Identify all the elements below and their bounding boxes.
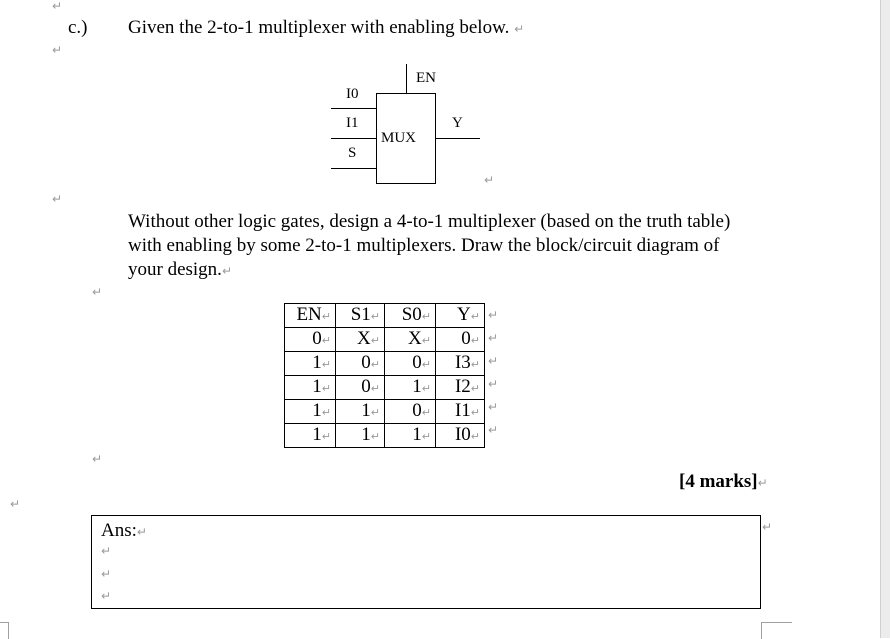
instruction-line: Without other logic gates, design a 4-to-1 multiplexer (based on the truth table) bbox=[128, 211, 731, 232]
table-cell: 0↵ bbox=[385, 400, 436, 424]
paragraph-mark-icon: ↵ bbox=[514, 22, 525, 36]
paragraph-mark-icon: ↵ bbox=[92, 285, 103, 299]
paragraph-mark-icon: ↵ bbox=[10, 497, 21, 511]
table-header-cell: Y↵ bbox=[436, 304, 485, 328]
mux-diagram bbox=[330, 62, 490, 188]
paragraph-mark-icon: ↵ bbox=[52, 192, 63, 206]
table-cell: X↵ bbox=[385, 328, 436, 352]
table-row bbox=[285, 424, 485, 448]
mux-block-label: MUX bbox=[381, 130, 417, 146]
table-cell: 1↵ bbox=[285, 376, 336, 400]
page-corner-mark bbox=[0, 622, 9, 639]
table-cell: 1↵ bbox=[385, 376, 436, 400]
paragraph-mark-icon: ↵ bbox=[757, 476, 768, 490]
paragraph-mark-icon: ↵ bbox=[484, 173, 495, 187]
table-cell: 1↵ bbox=[336, 424, 385, 448]
question-intro bbox=[128, 16, 524, 40]
table-cell: 1↵ bbox=[285, 400, 336, 424]
table-row bbox=[285, 400, 485, 424]
table-cell: I0↵ bbox=[436, 424, 485, 448]
table-cell: 1↵ bbox=[285, 352, 336, 376]
table-cell: 1↵ bbox=[385, 424, 436, 448]
paragraph-mark-icon: ↵ bbox=[136, 525, 147, 539]
marks-label bbox=[679, 470, 768, 494]
instruction-line bbox=[128, 258, 232, 282]
paragraph-mark-icon: ↵ bbox=[101, 544, 112, 558]
row-end-mark-icon: ↵ bbox=[488, 423, 499, 437]
table-header-cell: S1↵ bbox=[336, 304, 385, 328]
vertical-scrollbar[interactable] bbox=[880, 0, 890, 638]
row-end-mark-icon: ↵ bbox=[488, 331, 499, 345]
paragraph-mark-icon: ↵ bbox=[52, 0, 63, 13]
answer-box[interactable] bbox=[91, 515, 761, 609]
mux-enable-label: EN bbox=[416, 70, 436, 86]
table-cell: I3↵ bbox=[436, 352, 485, 376]
row-end-mark-icon: ↵ bbox=[488, 377, 499, 391]
table-row bbox=[285, 352, 485, 376]
page-corner-mark bbox=[761, 622, 792, 639]
table-cell: 0↵ bbox=[285, 328, 336, 352]
table-header-row bbox=[285, 304, 485, 328]
table-cell: 1↵ bbox=[336, 400, 385, 424]
paragraph-mark-icon: ↵ bbox=[101, 589, 112, 603]
table-header-cell: S0↵ bbox=[385, 304, 436, 328]
instruction-line: with enabling by some 2-to-1 multiplexers. Draw the block/circuit diagram of bbox=[128, 235, 720, 256]
table-cell: 0↵ bbox=[336, 352, 385, 376]
paragraph-mark-icon: ↵ bbox=[101, 567, 112, 581]
table-cell: 1↵ bbox=[285, 424, 336, 448]
table-cell: X↵ bbox=[336, 328, 385, 352]
table-cell: I2↵ bbox=[436, 376, 485, 400]
marks-text: [4 marks] bbox=[679, 471, 758, 492]
row-end-mark-icon: ↵ bbox=[488, 400, 499, 414]
truth-table bbox=[284, 303, 485, 448]
answer-label-text: Ans: bbox=[101, 520, 137, 541]
table-row bbox=[285, 328, 485, 352]
table-cell: I1↵ bbox=[436, 400, 485, 424]
row-end-mark-icon: ↵ bbox=[488, 308, 499, 322]
question-intro-text: Given the 2-to-1 multiplexer with enabling below. bbox=[128, 17, 510, 38]
table-row bbox=[285, 376, 485, 400]
table-cell: 0↵ bbox=[436, 328, 485, 352]
paragraph-mark-icon: ↵ bbox=[221, 264, 232, 278]
mux-input-label: I0 bbox=[346, 86, 359, 102]
paragraph-mark-icon: ↵ bbox=[52, 43, 63, 57]
mux-select-label: S bbox=[348, 145, 357, 161]
table-cell: 0↵ bbox=[336, 376, 385, 400]
row-end-mark-icon: ↵ bbox=[762, 520, 773, 534]
table-header-cell: EN↵ bbox=[285, 304, 336, 328]
question-label: c.) bbox=[68, 17, 88, 38]
mux-output-label: Y bbox=[452, 115, 463, 131]
paragraph-mark-icon: ↵ bbox=[92, 452, 103, 466]
table-cell: 0↵ bbox=[385, 352, 436, 376]
answer-label bbox=[101, 519, 147, 543]
instruction-line-text: your design. bbox=[128, 259, 222, 280]
mux-input-label: I1 bbox=[346, 115, 359, 131]
row-end-mark-icon: ↵ bbox=[488, 354, 499, 368]
